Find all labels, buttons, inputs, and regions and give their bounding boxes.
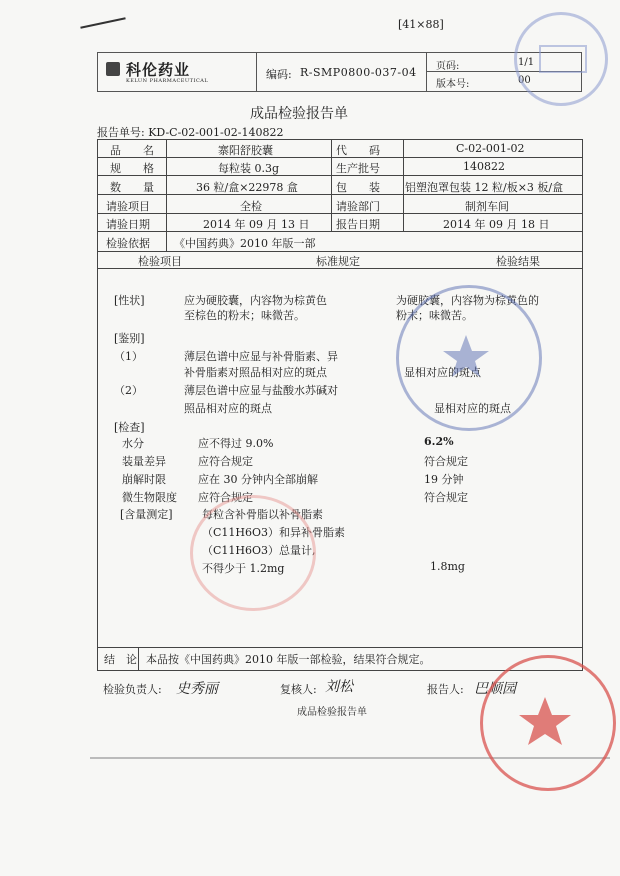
page-label: 页码: [436,61,460,72]
properties-standard-1: 应为硬胶囊，内容物为棕黄色 [184,294,327,307]
star-icon [396,285,536,425]
check-standard: 应在 30 分钟内全部崩解 [198,473,318,486]
conclusion-label: 结 论 [104,653,137,666]
inspection-stamp-blue [396,285,542,431]
doc-code-cell [256,53,427,91]
handwritten-note: [41×88] [398,18,444,31]
top-right-stamp [514,12,608,106]
inspector-signature: 史秀丽 [176,681,218,697]
spec-label: 规 格 [110,162,154,175]
assay-label: [含量测定] [120,508,173,521]
conclusion-text: 本品按《中国药典》2010 年版一部检验，结果符合规定。 [146,653,431,666]
identification-std-2b: 照品相对应的斑点 [184,402,272,415]
version-label: 版本号: [436,79,470,90]
batch-value: 140822 [463,160,505,173]
identification-res-1: 显相对应的斑点 [404,366,481,379]
version-value: 00 [518,75,531,86]
req-date-label: 请验日期 [106,218,150,231]
identification-std-1b: 补骨脂素对照品相对应的斑点 [184,366,327,379]
item-value: 全检 [240,200,262,213]
qty-label: 数 量 [110,181,154,194]
reporter-signature: 巴顺园 [474,681,516,697]
identification-no-1: （1） [114,350,143,363]
company-logo-text: 科伦药业 [126,61,191,79]
page-value: 1/1 [518,57,535,68]
rep-date-value: 2014 年 09 月 18 日 [443,218,550,231]
assay-std-4: 不得少于 1.2mg [202,562,285,575]
check-standard: 应不得过 9.0% [198,437,274,450]
pack-label: 包 装 [336,181,380,194]
logo-icon [106,62,120,76]
report-number-label: 报告单号: [97,126,145,139]
pack-value: 铝塑泡罩包装 12 粒/板×3 板/盒 [405,181,564,194]
col-header-result: 检验结果 [496,255,540,268]
assay-result: 1.8mg [430,560,465,573]
inspection-stamp-red [190,495,316,611]
check-name: 水分 [122,437,144,450]
inspector-label: 检验负责人: [103,683,162,696]
req-date-value: 2014 年 09 月 13 日 [203,218,310,231]
check-standard: 应符合规定 [198,491,253,504]
qty-value: 36 粒/盒×22978 盒 [196,181,298,194]
report-title: 成品检验报告单 [250,106,348,122]
basis-label: 检验依据 [106,237,150,250]
properties-standard-2: 至棕色的粉末；味微苦。 [184,309,305,322]
star-icon [480,655,610,785]
check-name: 微生物限度 [122,491,177,504]
pen-mark [80,17,125,29]
check-result: 符合规定 [424,491,468,504]
document-header [97,52,582,92]
dept-value: 制剂车间 [465,200,509,213]
check-result: 符合规定 [424,455,468,468]
dept-label: 请验部门 [336,200,380,213]
check-standard: 应符合规定 [198,455,253,468]
checks-label: [检查] [114,421,145,434]
item-label: 请验项目 [106,200,150,213]
identification-no-2: （2） [114,384,143,397]
reviewer-label: 复核人: [280,683,317,696]
code-value: C-02-001-02 [456,142,525,155]
reviewer-signature: 刘松 [325,679,353,695]
basis-value: 《中国药典》2010 年版一部 [174,237,316,250]
check-result: 6.2% [424,435,454,448]
doc-code-value: R-SMP0800-037-04 [300,66,417,79]
company-seal-red [480,655,616,791]
report-number-value: KD-C-02-001-02-140822 [148,126,284,139]
check-result: 19 分钟 [424,473,464,486]
code-label: 代 码 [336,144,380,157]
rep-date-label: 报告日期 [336,218,380,231]
assay-std-2: （C11H6O3）和异补骨脂素 [202,526,346,539]
assay-std-1: 每粒含补骨脂以补骨脂素 [202,508,323,521]
properties-result-2: 粉末；味微苦。 [396,309,473,322]
col-header-standard: 标准规定 [316,255,360,268]
doc-code-label: 编码: [266,68,292,81]
company-logo-subtext: KELUN PHARMACEUTICAL [126,78,209,84]
identification-label: [鉴别] [114,332,145,345]
check-name: 装量差异 [122,455,166,468]
properties-result-1: 为硬胶囊，内容物为棕黄色的 [396,294,539,307]
company-logo-area [98,53,257,91]
footer-title: 成品检验报告单 [297,707,367,718]
batch-label: 生产批号 [336,162,380,175]
product-name-value: 寨阳舒胶囊 [218,144,273,157]
spec-value: 每粒装 0.3g [218,162,280,175]
properties-label: [性状] [114,294,145,307]
col-header-item: 检验项目 [138,255,182,268]
reporter-label: 报告人: [427,683,464,696]
assay-std-3: （C11H6O3）总量计, [202,544,316,557]
report-number [97,124,283,140]
check-name: 崩解时限 [122,473,166,486]
product-name-label: 品 名 [110,144,154,157]
identification-std-2a: 薄层色谱中应显与盐酸水苏碱对 [184,384,338,397]
identification-std-1a: 薄层色谱中应显与补骨脂素、异 [184,350,338,363]
identification-res-2: 显相对应的斑点 [434,402,511,415]
